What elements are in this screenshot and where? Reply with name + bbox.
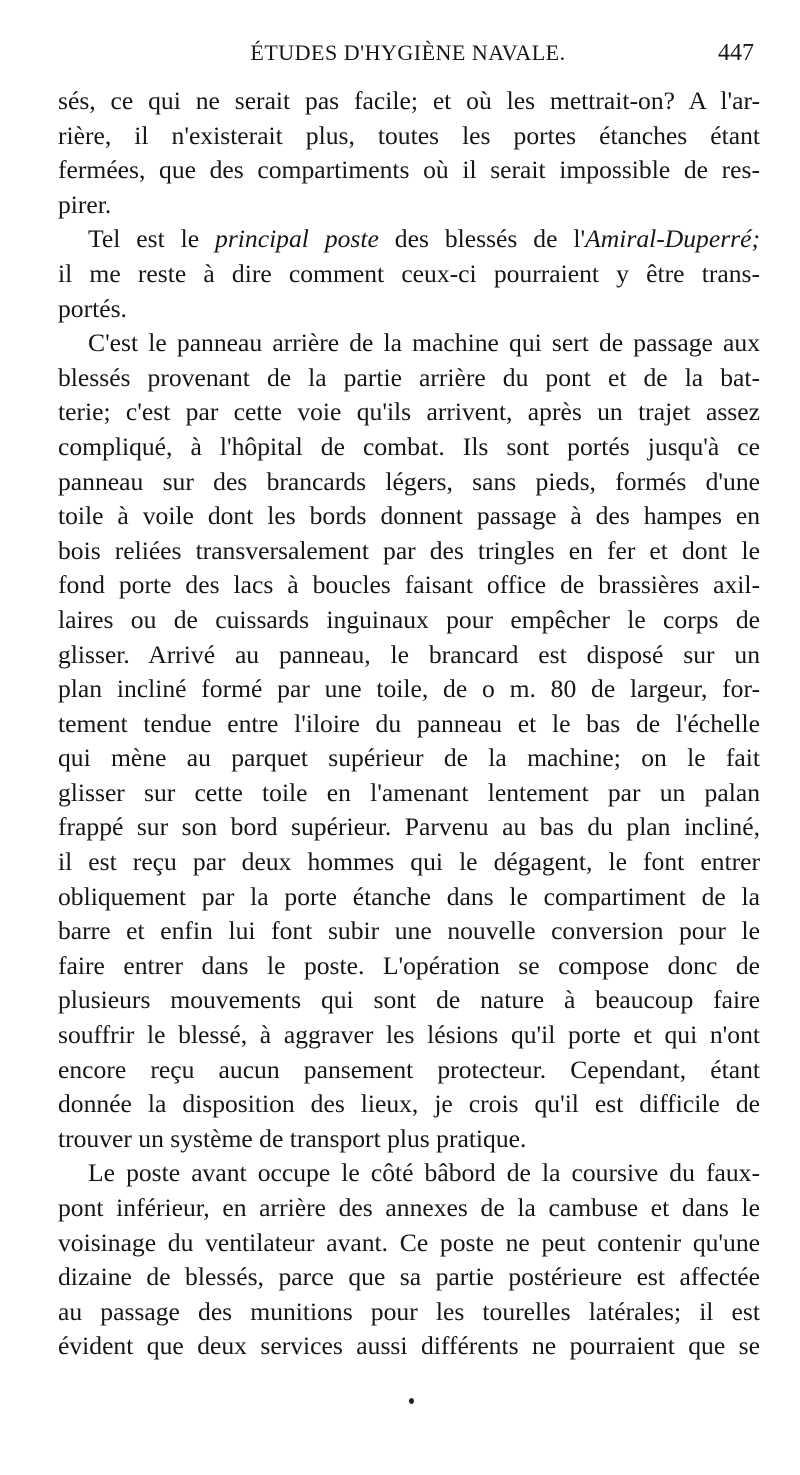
- text-line: bois reliées transversalement par des tringles en fer et dont le: [58, 535, 760, 565]
- text-line: laires ou de cuissards inguinaux pour empêcher le corps de: [58, 604, 760, 634]
- text-line: rière, il n'existerait plus, toutes les portes étanches étant: [58, 120, 760, 150]
- text-line: portés.: [58, 293, 127, 323]
- text-line: Le poste avant occupe le côté bâbord de la coursive du faux-: [88, 1158, 760, 1188]
- text-line-with-italics: [58, 222, 760, 257]
- text-line: blessés provenant de la partie arrière du pont et de la bat-: [58, 362, 760, 392]
- text-line: voisinage du ventilateur avant. Ce poste ne peut contenir qu'une: [58, 1227, 760, 1257]
- text-line: qui mène au parquet supérieur de la machine; on le fait: [58, 743, 760, 773]
- text-line: il me reste à dire comment ceux-ci pourraient y être trans-: [58, 258, 760, 288]
- text-line: toile à voile dont les bords donnent passage à des hampes en: [58, 501, 760, 531]
- text-line: plusieurs mouvements qui sont de nature à beaucoup faire: [58, 985, 760, 1015]
- text-line: pont inférieur, en arrière des annexes de la cambuse et dans le: [58, 1193, 760, 1222]
- text-line: panneau sur des brancards légers, sans pieds, formés d'une: [58, 466, 760, 496]
- print-speck: [409, 1398, 414, 1404]
- running-title: ÉTUDES D'HYGIÈNE NAVALE.: [250, 40, 566, 65]
- text-line: terie; c'est par cette voie qu'ils arrivent, après un trajet assez: [58, 397, 760, 427]
- page-number: 447: [718, 40, 754, 66]
- text-line: fond porte des lacs à boucles faisant office de brassières axil-: [58, 570, 760, 600]
- text-line: plan incliné formé par une toile, de o m. 80 de largeur, for-: [58, 674, 760, 704]
- text-line: glisser sur cette toile en l'amenant lentement par un palan: [58, 777, 760, 807]
- text-line: au passage des munitions pour les tourelles latérales; il est: [58, 1296, 760, 1326]
- text-line: obliquement par la porte étanche dans le compartiment de la: [58, 881, 760, 911]
- italic-run: principal poste: [215, 224, 379, 254]
- text-line: il est reçu par deux hommes qui le dégagent, le font entrer: [58, 847, 760, 877]
- text-line: glisser. Arrivé au panneau, le brancard est disposé sur un: [58, 639, 760, 669]
- italic-run: Amiral-Duperré;: [585, 224, 760, 254]
- text-line: trouver un système de transport plus pratique.: [58, 1123, 527, 1153]
- text-line: C'est le panneau arrière de la machine qui sert de passage aux: [88, 328, 760, 358]
- text-line: tement tendue entre l'iloire du panneau et le bas de l'échelle: [58, 708, 760, 738]
- text-line: fermées, que des compartiments où il serait impossible de res-: [58, 155, 760, 185]
- text-line: barre et enfin lui font subir une nouvelle conversion pour le: [58, 916, 760, 946]
- text-line: évident que deux services aussi différents ne pourraient que se: [58, 1331, 760, 1361]
- text-line: sés, ce qui ne serait pas facile; et où les mettrait-on? A l'ar-: [58, 86, 760, 115]
- text-line: souffrir le blessé, à aggraver les lésions qu'il porte et qui n'ont: [58, 1020, 760, 1050]
- page-header: [58, 40, 758, 76]
- text-line: faire entrer dans le poste. L'opération se compose donc de: [58, 950, 760, 980]
- text-run: Tel est le: [88, 224, 216, 254]
- text-line: donnée la disposition des lieux, je crois qu'il est difficile de: [58, 1089, 760, 1119]
- text-line: dizaine de blessés, parce que sa partie postérieure est affectée: [58, 1262, 760, 1292]
- text-line: pirer.: [58, 189, 112, 219]
- body-text: [58, 84, 760, 1364]
- text-line: frappé sur son bord supérieur. Parvenu au bas du plan incliné,: [58, 812, 760, 842]
- text-line: encore reçu aucun pansement protecteur. Cependant, étant: [58, 1054, 760, 1084]
- text-run: des blessés de l': [378, 224, 586, 254]
- text-line: compliqué, à l'hôpital de combat. Ils sont portés jusqu'à ce: [58, 431, 760, 461]
